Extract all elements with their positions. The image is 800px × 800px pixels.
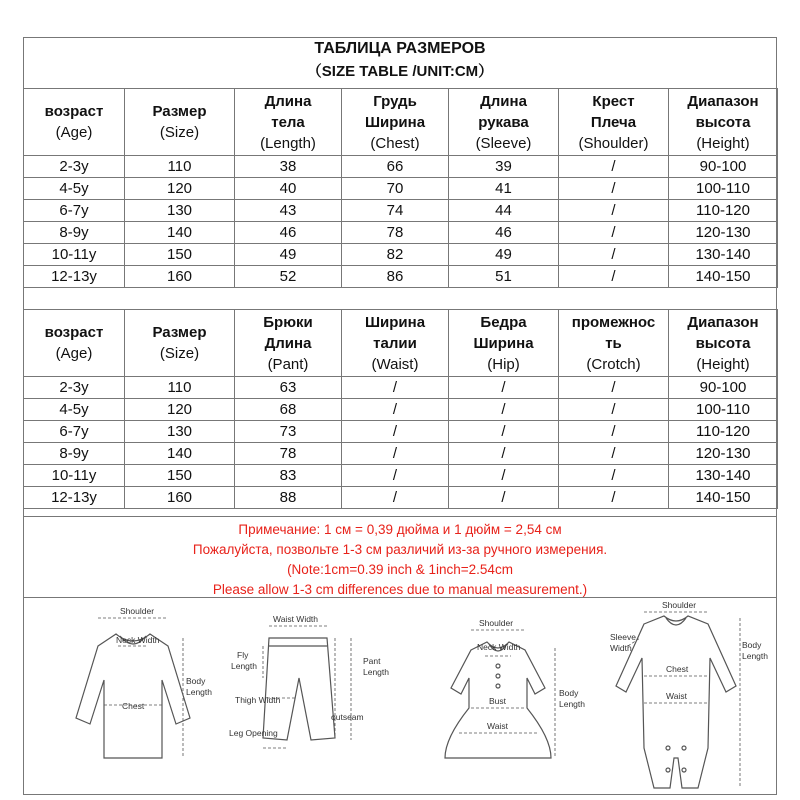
romper-body-label: Body: [742, 640, 762, 650]
table-cell: /: [449, 443, 559, 465]
table-cell: 130-140: [669, 244, 778, 266]
pants-size-table: [23, 309, 778, 509]
table-cell: 44: [449, 200, 559, 222]
table-cell: 150: [125, 465, 235, 487]
romper-chest-label: Chest: [666, 664, 689, 674]
table-cell: 110-120: [669, 421, 778, 443]
pants-waist-label: Waist Width: [273, 614, 319, 624]
column-header: [342, 310, 449, 377]
table-cell: 140: [125, 222, 235, 244]
header-ru-text: возраст: [44, 324, 104, 341]
table-row: [24, 266, 778, 288]
header-ru-text: Бедра: [480, 313, 527, 331]
table-cell: 140-150: [669, 487, 778, 509]
table-cell: 74: [342, 200, 449, 222]
header-ru-text: высота: [695, 334, 751, 352]
table-cell: /: [559, 200, 669, 222]
shirt-diagram: [58, 598, 228, 788]
table-cell: /: [449, 399, 559, 421]
table-cell: /: [449, 377, 559, 399]
shirt-neck-label: Neck Width: [116, 635, 160, 645]
table-cell: 68: [235, 399, 342, 421]
romper-sleeve-label: Sleeve: [610, 632, 636, 642]
header-en-text: (Height): [696, 134, 750, 152]
table-row: [24, 399, 778, 421]
note-line: Примечание: 1 см = 0,39 дюйма и 1 дюйм = 2,54 см: [238, 522, 562, 537]
note-line: Please allow 1-3 cm differences due to manual measurement.): [212, 582, 588, 597]
table-cell: 12-13y: [24, 487, 125, 509]
table-cell: 49: [449, 244, 559, 266]
header-ru-text: тела: [271, 113, 305, 131]
table-cell: /: [449, 465, 559, 487]
pants-size-table-body: [24, 310, 778, 509]
table-cell: 150: [125, 244, 235, 266]
header-en-text: (Sleeve): [475, 134, 532, 152]
column-header: [559, 89, 669, 156]
table-cell: /: [559, 487, 669, 509]
table-row: [24, 421, 778, 443]
shirt-chest-label: Chest: [122, 701, 145, 711]
dress-shoulder-label: Shoulder: [479, 618, 514, 628]
pants-outseam-label: outseam: [331, 712, 364, 722]
header-ru-text: Длина: [264, 334, 312, 352]
table-cell: 49: [235, 244, 342, 266]
header-ru-text: возраст: [44, 103, 104, 120]
table-cell: 82: [342, 244, 449, 266]
table-cell: 73: [235, 421, 342, 443]
romper-diagram: [588, 598, 773, 793]
shirt-body-label: Body: [186, 676, 206, 686]
dress-diagram: [423, 598, 593, 788]
romper-waist-label: Waist: [666, 691, 687, 701]
table-cell: 6-7y: [24, 421, 125, 443]
table-row: [24, 156, 778, 178]
column-header: [24, 310, 125, 377]
column-header: [449, 310, 559, 377]
dress-neck-label: Neck Width: [477, 642, 521, 652]
table-cell: 46: [235, 222, 342, 244]
table-cell: 83: [235, 465, 342, 487]
measurement-diagrams: [23, 598, 777, 795]
column-header: [669, 89, 778, 156]
table-cell: /: [342, 443, 449, 465]
column-header: [125, 310, 235, 377]
romper-length-label: Length: [742, 651, 768, 661]
table-cell: 130-140: [669, 465, 778, 487]
table-row: [24, 465, 778, 487]
column-header: [235, 310, 342, 377]
table-cell: 110: [125, 156, 235, 178]
table-cell: 2-3y: [24, 156, 125, 178]
top-size-table: [23, 88, 778, 288]
shirt-shoulder-label: Shoulder: [120, 606, 155, 616]
dress-waist-label: Waist: [487, 721, 508, 731]
header-en-text: (Age): [55, 124, 93, 141]
table-row: [24, 222, 778, 244]
table-cell: 51: [449, 266, 559, 288]
table-cell: 160: [125, 266, 235, 288]
pants-outline: [263, 638, 335, 740]
table-row: [24, 377, 778, 399]
header-en-text: (Shoulder): [578, 134, 649, 152]
table-cell: 120: [125, 178, 235, 200]
table-cell: 10-11y: [24, 244, 125, 266]
table-cell: 8-9y: [24, 222, 125, 244]
table-cell: /: [342, 487, 449, 509]
header-ru-text: Размер: [152, 324, 207, 341]
table-cell: /: [559, 244, 669, 266]
table-cell: 100-110: [669, 178, 778, 200]
table-cell: 140-150: [669, 266, 778, 288]
column-header: [342, 89, 449, 156]
header-ru-text: Размер: [152, 103, 207, 120]
table-header-row: [24, 89, 778, 156]
table-cell: 52: [235, 266, 342, 288]
chart-title: ТАБЛИЦА РАЗМЕРОВ: [314, 40, 486, 57]
pants-pant-label: Pant: [363, 656, 381, 666]
header-en-text: (Age): [55, 345, 93, 362]
pants-pant-length-label: Length: [363, 667, 389, 677]
table-cell: /: [342, 399, 449, 421]
pants-leg-label: Leg Opening: [229, 728, 278, 738]
header-ru-text: Брюки: [263, 313, 313, 331]
table-cell: 120: [125, 399, 235, 421]
table-cell: 46: [449, 222, 559, 244]
pants-diagram: [223, 598, 403, 788]
table-cell: 140: [125, 443, 235, 465]
table-cell: /: [559, 156, 669, 178]
column-header: [125, 89, 235, 156]
table-cell: 4-5y: [24, 399, 125, 421]
header-ru-text: Ширина: [364, 113, 426, 131]
header-ru-text: Ширина: [473, 334, 534, 352]
header-en-text: (Hip): [487, 355, 520, 373]
header-ru-text: ть: [605, 334, 622, 352]
table-cell: /: [342, 377, 449, 399]
table-cell: 160: [125, 487, 235, 509]
measurement-notes: [23, 516, 777, 598]
column-header: [669, 310, 778, 377]
table-cell: 88: [235, 487, 342, 509]
table-cell: /: [559, 266, 669, 288]
table-cell: /: [559, 465, 669, 487]
header-en-text: (Size): [159, 345, 200, 362]
table-cell: /: [559, 178, 669, 200]
table-cell: 66: [342, 156, 449, 178]
header-ru-text: промежнос: [571, 313, 656, 331]
romper-shoulder-label: Shoulder: [662, 600, 697, 610]
table-cell: 70: [342, 178, 449, 200]
header-ru-text: Длина: [480, 92, 527, 110]
table-row: [24, 443, 778, 465]
table-cell: 78: [235, 443, 342, 465]
header-ru-text: Плеча: [590, 113, 637, 131]
header-ru-text: Грудь: [373, 92, 417, 110]
dress-bust-label: Bust: [489, 696, 507, 706]
table-cell: 78: [342, 222, 449, 244]
pants-fly-length-label: Length: [231, 661, 257, 671]
column-header: [449, 89, 559, 156]
table-cell: /: [342, 421, 449, 443]
table-cell: 4-5y: [24, 178, 125, 200]
column-header: [235, 89, 342, 156]
table-cell: 39: [449, 156, 559, 178]
table-cell: /: [559, 421, 669, 443]
table-cell: 120-130: [669, 222, 778, 244]
table-cell: 10-11y: [24, 465, 125, 487]
romper-sleeve-width-label: Width: [610, 643, 632, 653]
table-cell: /: [559, 443, 669, 465]
table-row: [24, 178, 778, 200]
column-header: [559, 310, 669, 377]
table-cell: 130: [125, 200, 235, 222]
shirt-length-label: Length: [186, 687, 212, 697]
table-cell: /: [559, 222, 669, 244]
header-ru-text: Крест: [592, 92, 635, 110]
table-cell: 40: [235, 178, 342, 200]
table-cell: /: [559, 377, 669, 399]
header-ru-text: высота: [695, 113, 751, 131]
table-cell: 130: [125, 421, 235, 443]
table-cell: 43: [235, 200, 342, 222]
table-header-row: [24, 310, 778, 377]
header-ru-text: Ширина: [364, 313, 426, 331]
table-cell: 90-100: [669, 377, 778, 399]
table-cell: 41: [449, 178, 559, 200]
header-en-text: (Length): [260, 134, 316, 152]
table-cell: /: [449, 487, 559, 509]
table-cell: /: [449, 421, 559, 443]
pants-fly-label: Fly: [237, 650, 249, 660]
table-row: [24, 487, 778, 509]
shirt-outline: [76, 634, 190, 758]
table-cell: 6-7y: [24, 200, 125, 222]
header-ru-text: рукава: [478, 113, 529, 131]
table-cell: 86: [342, 266, 449, 288]
header-en-text: (Crotch): [586, 355, 641, 373]
pants-thigh-label: Thigh Width: [235, 695, 281, 705]
table-cell: /: [342, 465, 449, 487]
header-en-text: (Waist): [371, 355, 419, 373]
header-ru-text: талии: [373, 334, 417, 352]
table-cell: 38: [235, 156, 342, 178]
table-cell: 63: [235, 377, 342, 399]
table-cell: 2-3y: [24, 377, 125, 399]
table-cell: 110-120: [669, 200, 778, 222]
column-header: [24, 89, 125, 156]
table-row: [24, 244, 778, 266]
table-cell: 120-130: [669, 443, 778, 465]
header-en-text: (Size): [159, 124, 200, 141]
header-en-text: (Pant): [267, 355, 309, 373]
dress-length-label: Length: [559, 699, 585, 709]
dress-body-label: Body: [559, 688, 579, 698]
header-ru-text: Длина: [264, 92, 312, 110]
table-cell: /: [559, 399, 669, 421]
top-size-table-body: [24, 89, 778, 288]
table-cell: 12-13y: [24, 266, 125, 288]
table-cell: 110: [125, 377, 235, 399]
table-cell: 90-100: [669, 156, 778, 178]
header-en-text: (Height): [696, 355, 750, 373]
table-row: [24, 200, 778, 222]
table-cell: 8-9y: [24, 443, 125, 465]
header-en-text: (Chest): [370, 134, 420, 152]
note-line: (Note:1cm=0.39 inch & 1inch=2.54cm: [287, 562, 513, 577]
note-line: Пожалуйста, позвольте 1-3 см различий из-за ручного измерения.: [192, 542, 608, 557]
header-ru-text: Диапазон: [687, 313, 759, 331]
chart-subtitle: （SIZE TABLE /UNIT:CM）: [306, 63, 494, 80]
header-ru-text: Диапазон: [687, 92, 759, 110]
table-cell: 100-110: [669, 399, 778, 421]
